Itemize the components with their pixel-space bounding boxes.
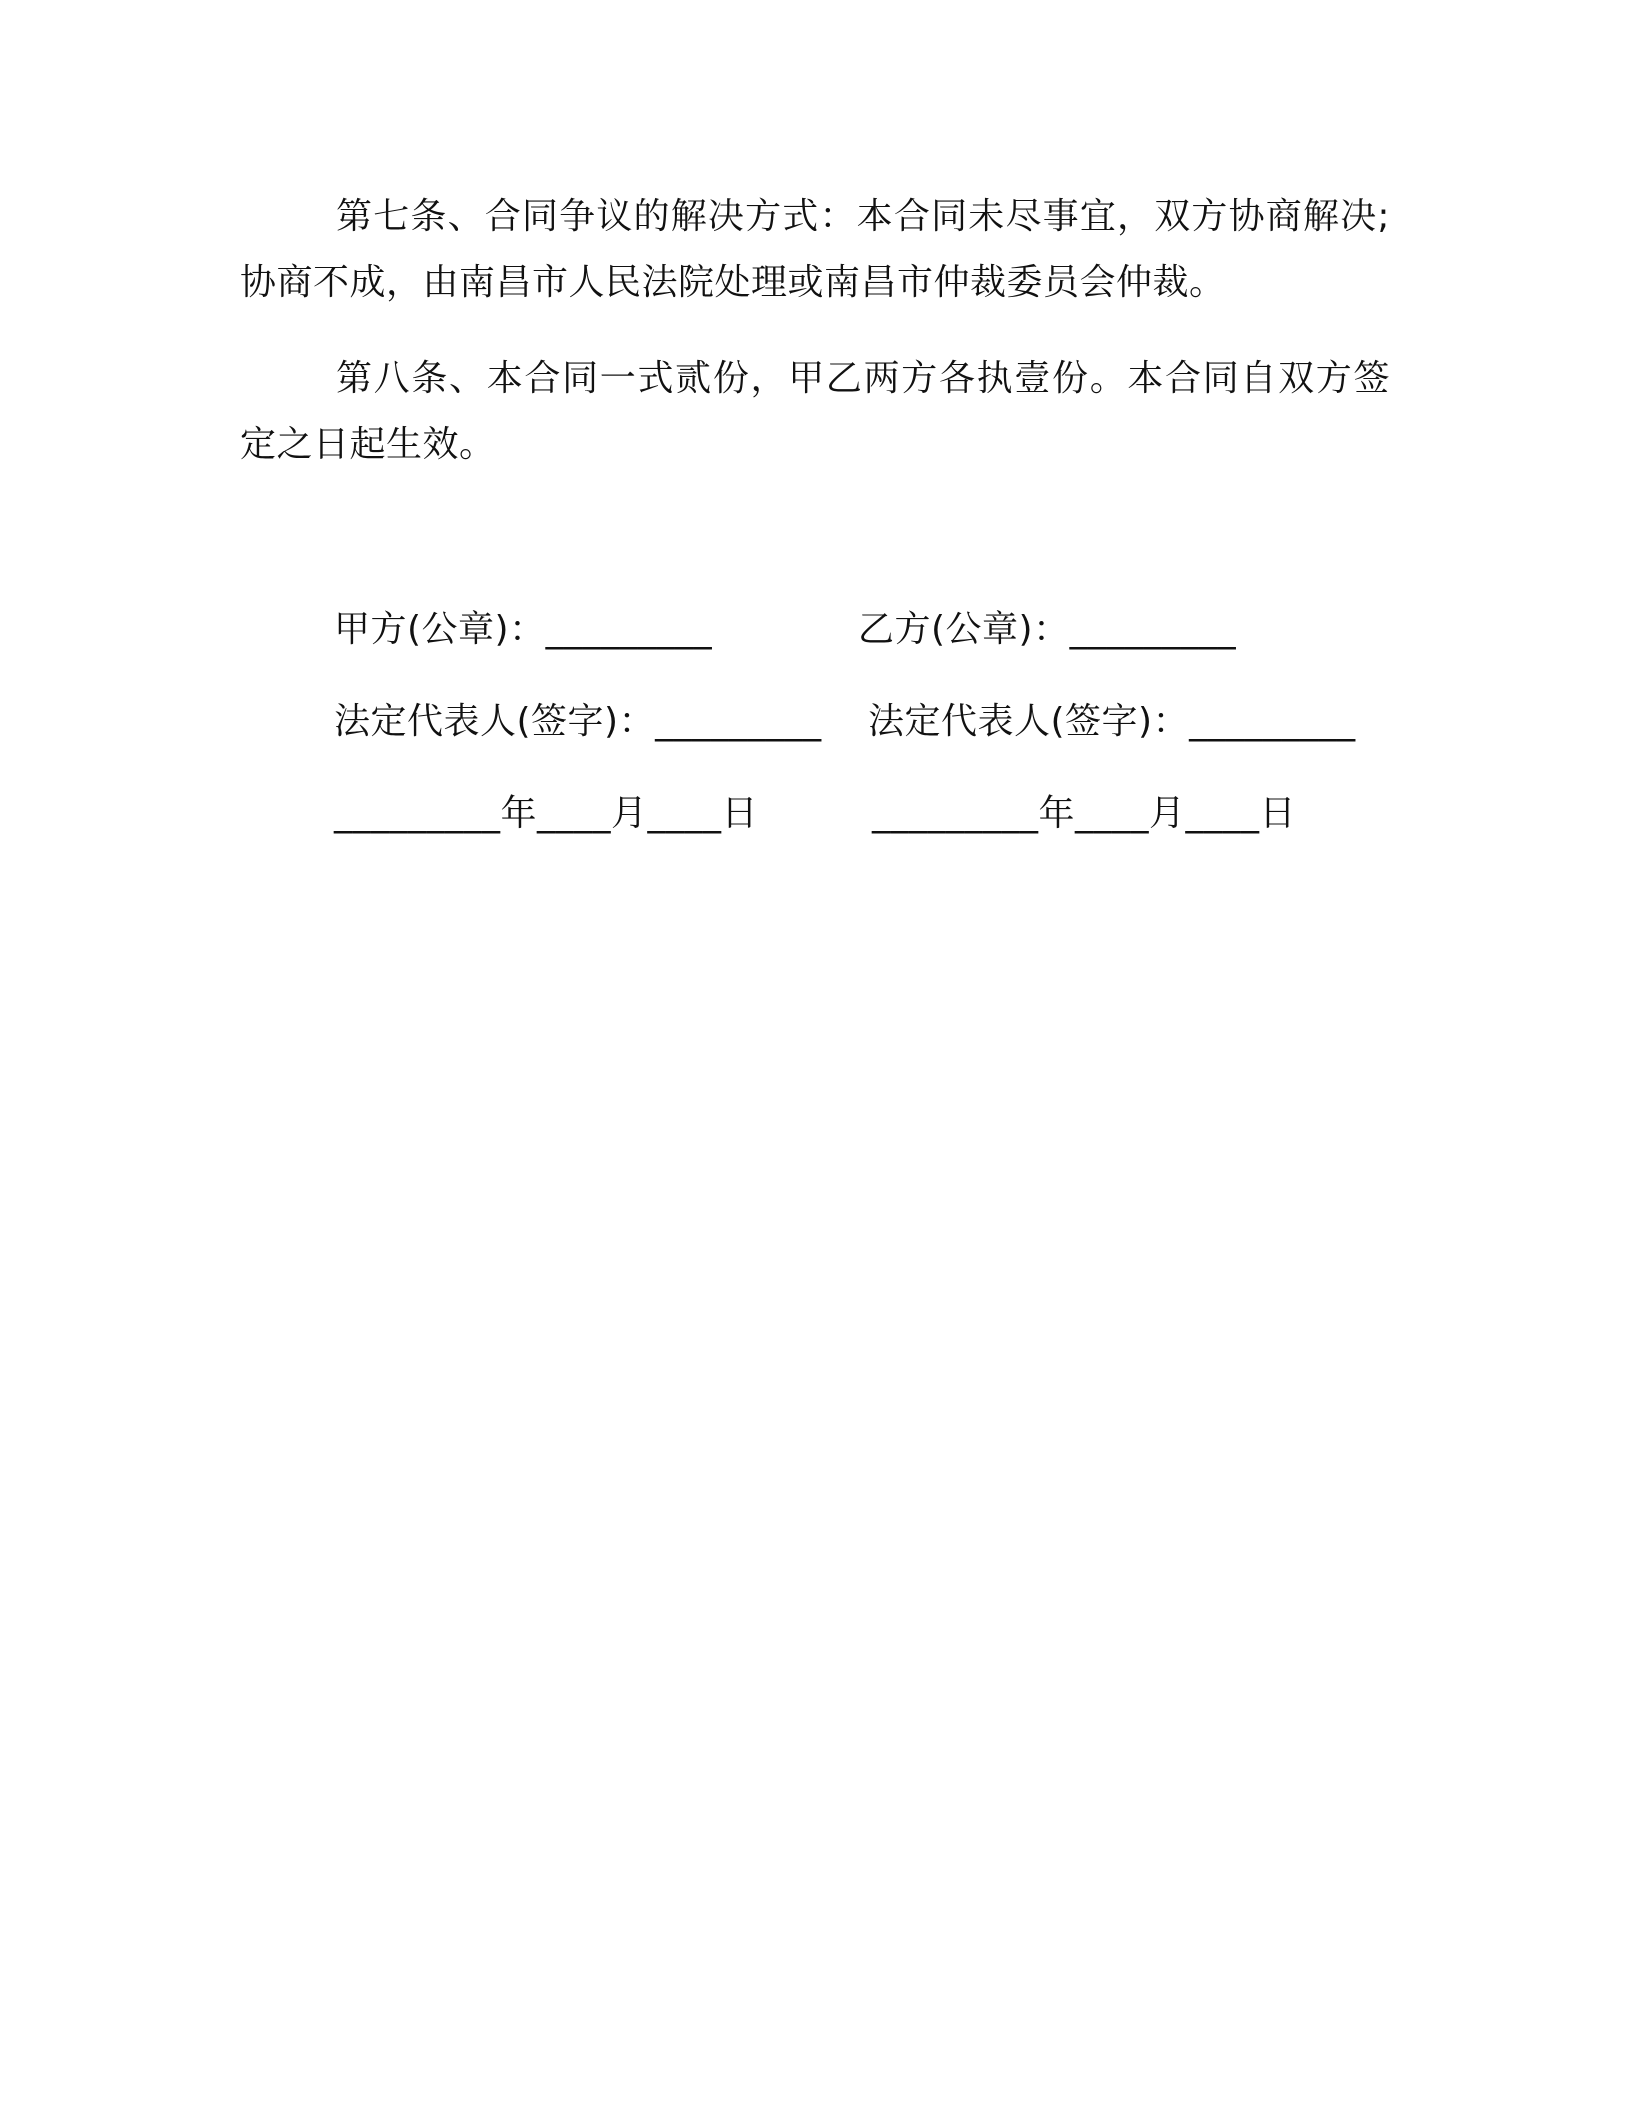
party-b-seal-line: 乙方(公章)：_________ <box>858 609 1237 650</box>
party-a-representative-line: 法定代表人(签字)：_________ <box>334 701 822 742</box>
party-a-date-line: _________年____月____日 <box>334 793 758 834</box>
clause-8-copies-effect: 第八条、本合同一式贰份，甲乙两方各执壹份。本合同自双方签定之日起生效。 <box>240 358 1390 465</box>
party-a-seal-line: 甲方(公章)：_________ <box>334 609 713 650</box>
party-b-representative-line: 法定代表人(签字)：_________ <box>868 701 1356 742</box>
clause-7-dispute-resolution: 第七条、合同争议的解决方式：本合同未尽事宜，双方协商解决;协商不成，由南昌市人民法院处理或南昌市仲裁委员会仲裁。 <box>240 196 1390 303</box>
party-b-date-line: _________年____月____日 <box>872 793 1296 834</box>
